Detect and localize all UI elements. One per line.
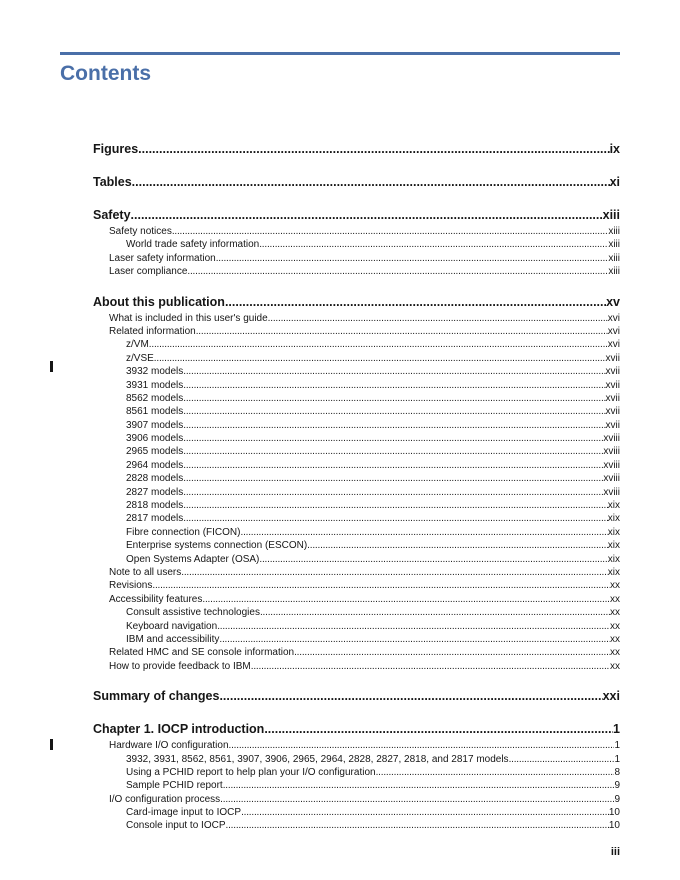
toc-entry-title: About this publication [93, 294, 225, 309]
dot-leader [219, 633, 610, 646]
dot-leader [196, 325, 608, 338]
toc-entry-page: xvi [607, 325, 620, 337]
toc-entry-page: xiii [608, 239, 620, 251]
dot-leader [259, 238, 608, 251]
dot-leader [260, 606, 610, 619]
toc-entry-title: 8561 models [126, 406, 184, 418]
dot-leader [149, 338, 608, 351]
dot-leader [131, 205, 603, 225]
dot-leader [268, 312, 608, 325]
toc-entry[interactable] [93, 325, 620, 338]
toc-entry-page: ix [609, 142, 620, 156]
toc-entry-title: 3932 models [126, 366, 184, 378]
toc-entry[interactable] [93, 753, 620, 766]
dot-leader [181, 566, 608, 579]
toc-entry-title: Chapter 1. IOCP introduction [93, 722, 265, 737]
toc-entry-page: xvii [605, 406, 620, 418]
toc-entry-page: xx [610, 607, 620, 619]
toc-entry[interactable] [93, 392, 620, 405]
dot-leader [241, 806, 609, 819]
dot-leader [154, 352, 606, 365]
change-bar [50, 361, 53, 372]
toc-entry-title: 3906 models [126, 433, 184, 445]
toc-heading-entry[interactable] [93, 139, 620, 159]
toc-heading-entry[interactable] [93, 292, 620, 312]
toc-entry-title: How to provide feedback to IBM [109, 660, 251, 672]
toc-entry[interactable] [93, 779, 620, 792]
toc-entry-title: Summary of changes [93, 689, 220, 704]
toc-entry[interactable] [93, 819, 620, 832]
dot-leader [138, 139, 609, 159]
toc-entry-page: xvii [605, 379, 620, 391]
toc-entry[interactable] [93, 539, 620, 552]
toc-entry-title: 2828 models [126, 473, 184, 485]
toc-entry[interactable] [93, 606, 620, 619]
toc-entry-page: xviii [603, 433, 620, 445]
toc-entry-title: Laser safety information [109, 252, 216, 264]
toc-entry-title: z/VSE [126, 352, 154, 364]
toc-entry-page: xviii [603, 473, 620, 485]
header-rule [60, 52, 620, 55]
toc-entry[interactable] [93, 566, 620, 579]
toc-entry[interactable] [93, 252, 620, 265]
dot-leader [225, 292, 606, 312]
toc-entry-page: xix [607, 553, 620, 565]
toc-entry-page: xvii [605, 392, 620, 404]
toc-entry-title: Safety notices [109, 226, 172, 237]
toc-entry-title: 3931 models [126, 379, 184, 391]
toc-entry-page: xxi [602, 689, 620, 704]
toc-entry-page: xx [610, 620, 620, 632]
toc-entry-title: Note to all users [109, 566, 182, 578]
dot-leader [294, 646, 610, 659]
toc-entry-title: 2817 models [126, 513, 184, 525]
dot-leader [183, 365, 605, 378]
toc-entry[interactable] [93, 419, 620, 432]
toc-entry[interactable] [93, 633, 620, 646]
dot-leader [259, 553, 607, 566]
toc-heading-entry[interactable] [93, 686, 620, 706]
dot-leader [183, 472, 603, 485]
toc-entry-page: 1 [613, 722, 620, 737]
toc-entry-title: Accessibility features [109, 593, 203, 605]
toc-entry[interactable] [93, 660, 620, 673]
toc-entry-page: xx [610, 647, 620, 659]
toc-entry-title: Open Systems Adapter (OSA) [126, 553, 260, 565]
toc-entry-page: xix [607, 500, 620, 512]
toc-entry-title: Fibre connection (FICON) [126, 526, 241, 538]
toc-entry[interactable] [93, 486, 620, 499]
toc-entry[interactable] [93, 526, 620, 539]
toc-entry-title: z/VM [126, 339, 149, 351]
toc-entry[interactable] [93, 579, 620, 592]
dot-leader [217, 620, 610, 633]
toc-entry[interactable] [93, 432, 620, 445]
toc-entry-title: Sample PCHID report [126, 780, 223, 792]
toc-entry-page: xvi [607, 339, 620, 351]
dot-leader [183, 512, 608, 525]
dot-leader [220, 793, 614, 806]
toc-entry-page: xix [607, 513, 620, 525]
toc-entry-page: xiii [608, 226, 620, 237]
dot-leader [152, 579, 610, 592]
toc-entry[interactable] [93, 472, 620, 485]
dot-leader [229, 739, 615, 752]
table-of-contents [93, 139, 620, 833]
toc-entry-page: xi [609, 175, 620, 189]
toc-entry-title: IBM and accessibility [126, 633, 220, 645]
toc-entry-page: xiii [602, 208, 620, 222]
toc-entry-page: xix [607, 566, 620, 578]
toc-entry[interactable] [93, 445, 620, 458]
dot-leader [202, 593, 610, 606]
toc-entry-page: xix [607, 526, 620, 538]
toc-entry-title: Enterprise systems connection (ESCON) [126, 540, 308, 552]
dot-leader [216, 252, 609, 265]
toc-entry-title: I/O configuration process [109, 793, 221, 805]
dot-leader [132, 172, 610, 192]
toc-entry-page: xviii [603, 446, 620, 458]
toc-heading-entry[interactable] [93, 719, 620, 739]
dot-leader [240, 526, 607, 539]
toc-entry[interactable] [93, 405, 620, 418]
dot-leader [183, 459, 603, 472]
toc-entry-title: Revisions [109, 580, 153, 592]
toc-entry-title: Console input to IOCP [126, 820, 226, 832]
toc-entry-page: xix [607, 540, 620, 552]
toc-entry-title: 2818 models [126, 500, 184, 512]
dot-leader [183, 405, 605, 418]
toc-entry-title: Keyboard navigation [126, 620, 218, 632]
toc-entry[interactable] [93, 379, 620, 392]
toc-entry-title: 2964 models [126, 459, 184, 471]
dot-leader [183, 432, 603, 445]
change-bar [50, 739, 53, 750]
toc-entry-page: 10 [608, 820, 620, 832]
dot-leader [509, 753, 615, 766]
toc-entry-page: xx [610, 660, 620, 672]
dot-leader [223, 779, 615, 792]
toc-entry-title: World trade safety information [126, 239, 260, 251]
toc-heading-entry[interactable] [93, 172, 620, 192]
toc-entry-title: 3907 models [126, 419, 184, 431]
toc-entry-title: Safety [93, 208, 131, 222]
toc-entry[interactable] [93, 553, 620, 566]
toc-entry[interactable] [93, 459, 620, 472]
toc-entry-page: xx [610, 593, 620, 605]
toc-entry-page: 9 [614, 780, 620, 792]
toc-entry[interactable] [93, 265, 620, 278]
toc-entry-page: xvii [605, 352, 620, 364]
toc-entry[interactable] [93, 312, 620, 325]
dot-leader [172, 225, 609, 238]
toc-entry-page: 8 [614, 766, 620, 778]
toc-entry-title: Consult assistive technologies [126, 607, 260, 619]
toc-entry-page: 1 [614, 753, 620, 765]
dot-leader [187, 265, 608, 278]
toc-entry[interactable] [93, 593, 620, 606]
dot-leader [226, 819, 609, 832]
toc-entry-page: xviii [603, 459, 620, 471]
toc-entry[interactable] [93, 739, 620, 752]
toc-heading-entry[interactable] [93, 205, 620, 225]
toc-entry-title: Tables [93, 175, 132, 189]
dot-leader [219, 686, 602, 706]
toc-entry[interactable] [93, 806, 620, 819]
toc-entry-page: xviii [603, 486, 620, 498]
toc-entry-title: Related information [109, 325, 196, 337]
toc-entry-page: xvi [607, 312, 620, 324]
toc-entry-page: xiii [608, 252, 620, 264]
toc-entry-page: xx [610, 633, 620, 645]
toc-entry-title: Figures [93, 142, 139, 156]
dot-leader [376, 766, 615, 779]
toc-entry[interactable] [93, 512, 620, 525]
toc-entry[interactable] [93, 225, 620, 238]
toc-entry-page: 10 [608, 807, 620, 819]
toc-entry-title: 2827 models [126, 486, 184, 498]
toc-entry-title: 3932, 3931, 8562, 8561, 3907, 3906, 2965, 2964, 2828, 2827, 2818, and 2817 models [126, 753, 509, 765]
toc-entry-title: Laser compliance [109, 266, 188, 278]
toc-entry-page: xv [606, 294, 620, 309]
toc-entry[interactable] [93, 238, 620, 251]
toc-entry-page: xvii [605, 419, 620, 431]
dot-leader [264, 719, 613, 739]
toc-entry[interactable] [93, 365, 620, 378]
toc-entry[interactable] [93, 793, 620, 806]
toc-entry-page: xiii [608, 266, 620, 278]
toc-entry-title: Card-image input to IOCP [126, 807, 242, 819]
dot-leader [183, 419, 605, 432]
dot-leader [251, 660, 610, 673]
toc-entry-page: xx [610, 580, 620, 592]
toc-entry-title: Related HMC and SE console information [109, 647, 295, 659]
toc-entry-title: Using a PCHID report to help plan your I/O configuration [126, 766, 376, 778]
toc-entry[interactable] [93, 338, 620, 351]
dot-leader [307, 539, 608, 552]
toc-entry-page: xvii [605, 366, 620, 378]
toc-entry-page: 1 [614, 740, 620, 752]
toc-entry[interactable] [93, 620, 620, 633]
page-title: Contents [60, 62, 151, 85]
dot-leader [183, 445, 603, 458]
dot-leader [183, 486, 603, 499]
toc-entry-title: Hardware I/O configuration [109, 740, 229, 752]
dot-leader [183, 379, 605, 392]
toc-entry[interactable] [93, 766, 620, 779]
toc-entry[interactable] [93, 499, 620, 512]
toc-entry[interactable] [93, 352, 620, 365]
toc-entry[interactable] [93, 646, 620, 659]
toc-entry-title: 8562 models [126, 392, 184, 404]
page-number: iii [610, 846, 620, 858]
toc-entry-title: What is included in this user's guide [109, 312, 268, 324]
toc-entry-title: 2965 models [126, 446, 184, 458]
dot-leader [183, 499, 608, 512]
toc-entry-page: 9 [614, 793, 620, 805]
dot-leader [183, 392, 605, 405]
